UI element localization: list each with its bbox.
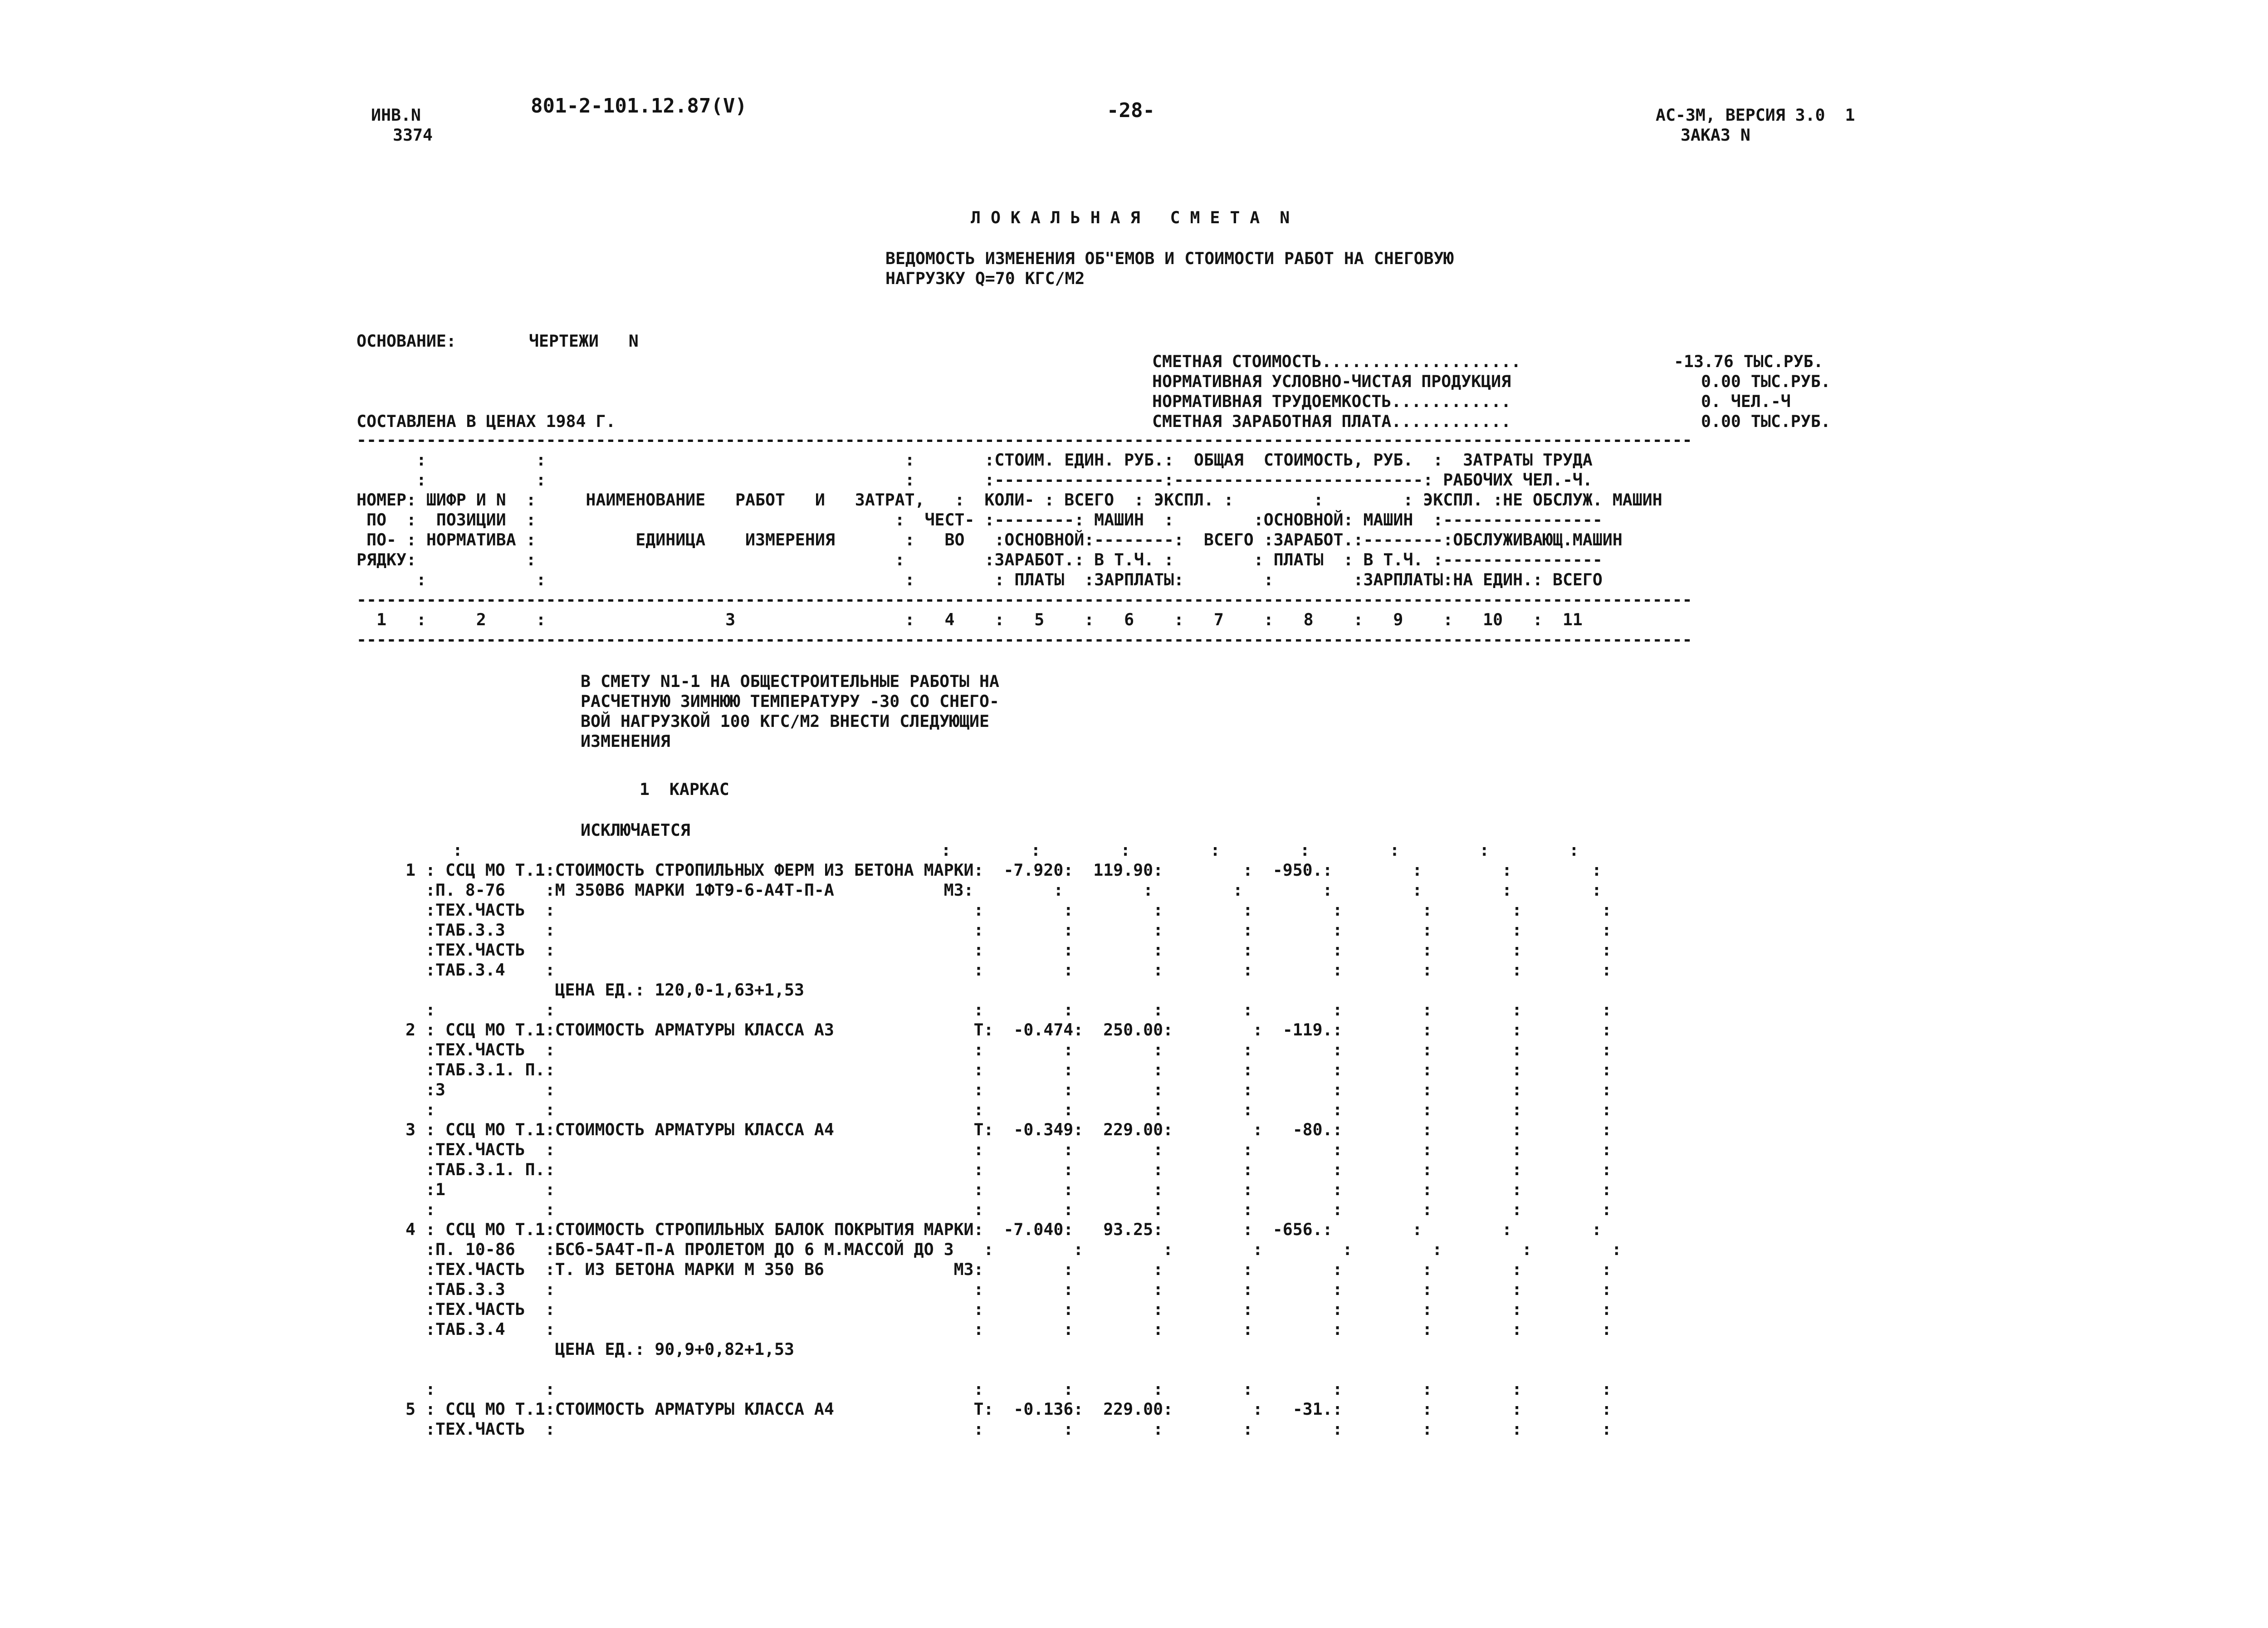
order-number: ЗАКАЗ N — [1681, 125, 1750, 145]
table-row-line: 5 : ССЦ МО Т.1:СТОИМОСТЬ АРМАТУРЫ КЛАССА А4 Т: -0.136: 229.00: : -31.: : : : — [386, 1399, 1612, 1419]
table-header-line: : : : : ПЛАТЫ :ЗАРПЛАТЫ: : :ЗАРПЛАТЫ:НА ЕДИН.: ВСЕГО — [357, 570, 1603, 589]
page-title: Л О К А Л Ь Н А Я С М Е Т А N — [971, 208, 1290, 227]
inv-number: 3374 — [393, 125, 433, 145]
subtitle-line-1: ВЕДОМОСТЬ ИЗМЕНЕНИЯ ОБ"ЕМОВ И СТОИМОСТИ РАБОТ НА СНЕГОВУЮ — [885, 249, 1454, 268]
intro-line: ВОЙ НАГРУЗКОЙ 100 КГС/М2 ВНЕСТИ СЛЕДУЮЩИЕ — [581, 711, 989, 731]
table-row-line: : : : : : : : : : : — [386, 1000, 1612, 1020]
basis-label: ОСНОВАНИЕ: — [357, 331, 456, 351]
inv-label: ИНВ.N — [371, 105, 421, 125]
summary-label: СМЕТНАЯ СТОИМОСТЬ.................... — [1152, 352, 1521, 371]
table-row-line: :ТЕХ.ЧАСТЬ : : : : : : : : : — [386, 940, 1612, 960]
table-row-line: 1 : ССЦ МО Т.1:СТОИМОСТЬ СТРОПИЛЬНЫХ ФЕРМ ИЗ БЕТОНА МАРКИ: -7.920: 119.90: : -950.: : : : — [386, 860, 1602, 880]
summary-value: 0. ЧЕЛ.-Ч — [1701, 392, 1791, 411]
unit-price-note: ЦЕНА ЕД.: 90,9+0,82+1,53 — [386, 1339, 794, 1359]
table-header-line: -------------------------------------------------------------------------------------------------------------------------------------- — [357, 430, 1692, 450]
table-row-line: : : : : : : : : : : — [386, 1379, 1612, 1399]
table-row-line: :ТАБ.3.4 : : : : : : : : : — [386, 960, 1612, 980]
summary-label: НОРМАТИВНАЯ ТРУДОЕМКОСТЬ............ — [1152, 392, 1511, 411]
table-row-line: : : : : : : : : : — [393, 840, 1579, 860]
table-row-line: :П. 10-86 :БСб-5А4Т-П-А ПРОЛЕТОМ ДО 6 М.МАССОЙ ДО 3 : : : : : : : : — [386, 1240, 1622, 1259]
table-header-line: -------------------------------------------------------------------------------------------------------------------------------------- — [357, 630, 1692, 649]
intro-line: В СМЕТУ N1-1 НА ОБЩЕСТРОИТЕЛЬНЫЕ РАБОТЫ НА — [581, 672, 999, 691]
intro-line: РАСЧЕТНУЮ ЗИМНЮЮ ТЕМПЕРАТУРУ -30 СО СНЕГО- — [581, 691, 999, 711]
column-numbers-line: 1 : 2 : 3 : 4 : 5 : 6 : 7 : 8 : 9 : 10 : 11 — [357, 610, 1583, 629]
table-header-line: : : : :-----------------:-------------------------: РАБОЧИХ ЧЕЛ.-Ч. — [357, 470, 1593, 490]
summary-label: СМЕТНАЯ ЗАРАБОТНАЯ ПЛАТА............ — [1152, 412, 1511, 431]
summary-value: 0.00 ТЫС.РУБ. — [1701, 412, 1831, 431]
table-row-line: : : : : : : : : : : — [386, 1200, 1612, 1219]
prices-note: СОСТАВЛЕНА В ЦЕНАХ 1984 Г. — [357, 412, 616, 431]
table-row-line: :ТАБ.3.1. П.: : : : : : : : : — [386, 1060, 1612, 1079]
table-row-line: :ТЕХ.ЧАСТЬ : : : : : : : : : — [386, 1419, 1612, 1439]
table-row-line: :ТЕХ.ЧАСТЬ : : : : : : : : : — [386, 900, 1612, 920]
table-header-line: ПО : ПОЗИЦИИ : : ЧЕСТ- :--------: МАШИН : :ОСНОВНОЙ: МАШИН :---------------- — [357, 510, 1603, 530]
table-row-line: :ТЕХ.ЧАСТЬ : : : : : : : : : — [386, 1140, 1612, 1159]
table-row-line: 3 : ССЦ МО Т.1:СТОИМОСТЬ АРМАТУРЫ КЛАССА А4 Т: -0.349: 229.00: : -80.: : : : — [386, 1120, 1612, 1139]
unit-price-note: ЦЕНА ЕД.: 120,0-1,63+1,53 — [386, 980, 804, 1000]
table-row-line: :ТАБ.3.4 : : : : : : : : : — [386, 1319, 1612, 1339]
table-row-line: :ТЕХ.ЧАСТЬ : : : : : : : : : — [386, 1299, 1612, 1319]
software-version: АС-3М, ВЕРСИЯ 3.0 1 — [1656, 105, 1855, 125]
table-row-line: :3 : : : : : : : : : — [386, 1080, 1612, 1099]
subtitle-line-2: НАГРУЗКУ Q=70 КГС/М2 — [885, 269, 1085, 288]
excluded-label: ИСКЛЮЧАЕТСЯ — [581, 820, 690, 840]
table-row-line: 2 : ССЦ МО Т.1:СТОИМОСТЬ АРМАТУРЫ КЛАССА А3 Т: -0.474: 250.00: : -119.: : : : — [386, 1020, 1612, 1040]
table-header-line: -------------------------------------------------------------------------------------------------------------------------------------- — [357, 590, 1692, 609]
table-row-line: :П. 8-76 :М 350В6 МАРКИ 1ФТ9-6-А4Т-П-А М3: : : : : : : : — [386, 880, 1602, 900]
table-header-line: НОМЕР: ШИФР И N : НАИМЕНОВАНИЕ РАБОТ И ЗАТРАТ, : КОЛИ- : ВСЕГО : ЭКСПЛ. : : : ЭКСПЛ. :НЕ ОБСЛУЖ. МАШИН — [357, 490, 1662, 510]
section-title: 1 КАРКАС — [640, 780, 729, 799]
table-header-line: : : : :СТОИМ. ЕДИН. РУБ.: ОБЩАЯ СТОИМОСТЬ, РУБ. : ЗАТРАТЫ ТРУДА — [357, 450, 1593, 470]
basis-value: ЧЕРТЕЖИ N — [529, 331, 639, 351]
table-row-line: :ТАБ.3.3 : : : : : : : : : — [386, 920, 1612, 940]
table-row-line: : : : : : : : : : : — [386, 1100, 1612, 1119]
summary-label: НОРМАТИВНАЯ УСЛОВНО-ЧИСТАЯ ПРОДУКЦИЯ — [1152, 372, 1511, 391]
table-header-line: РЯДКУ: : : :ЗАРАБОТ.: В Т.Ч. : : ПЛАТЫ : В Т.Ч. :---------------- — [357, 550, 1603, 569]
table-row-line: :ТЕХ.ЧАСТЬ : : : : : : : : : — [386, 1040, 1612, 1059]
table-row-line: 4 : ССЦ МО Т.1:СТОИМОСТЬ СТРОПИЛЬНЫХ БАЛОК ПОКРЫТИЯ МАРКИ: -7.040: 93.25: : -656.: : : : — [386, 1220, 1602, 1239]
table-row-line: :ТАБ.3.3 : : : : : : : : : — [386, 1280, 1612, 1299]
intro-line: ИЗМЕНЕНИЯ — [581, 731, 670, 751]
table-row-line: :ТЕХ.ЧАСТЬ :Т. ИЗ БЕТОНА МАРКИ М 350 В6 М3: : : : : : : : — [386, 1260, 1612, 1279]
page-number: -28- — [1107, 99, 1155, 122]
table-row-line: :1 : : : : : : : : : — [386, 1180, 1612, 1199]
table-row-line: :ТАБ.3.1. П.: : : : : : : : : — [386, 1160, 1612, 1179]
document-code: 801-2-101.12.87(V) — [531, 94, 747, 118]
summary-value: -13.76 ТЫС.РУБ. — [1674, 352, 1823, 371]
table-header-line: ПО- : НОРМАТИВА : ЕДИНИЦА ИЗМЕРЕНИЯ : ВО :ОСНОВНОЙ:--------: ВСЕГО :ЗАРАБОТ.:--------:ОБСЛУЖИВАЮЩ.МАШИН — [357, 530, 1623, 549]
summary-value: 0.00 ТЫС.РУБ. — [1701, 372, 1831, 391]
